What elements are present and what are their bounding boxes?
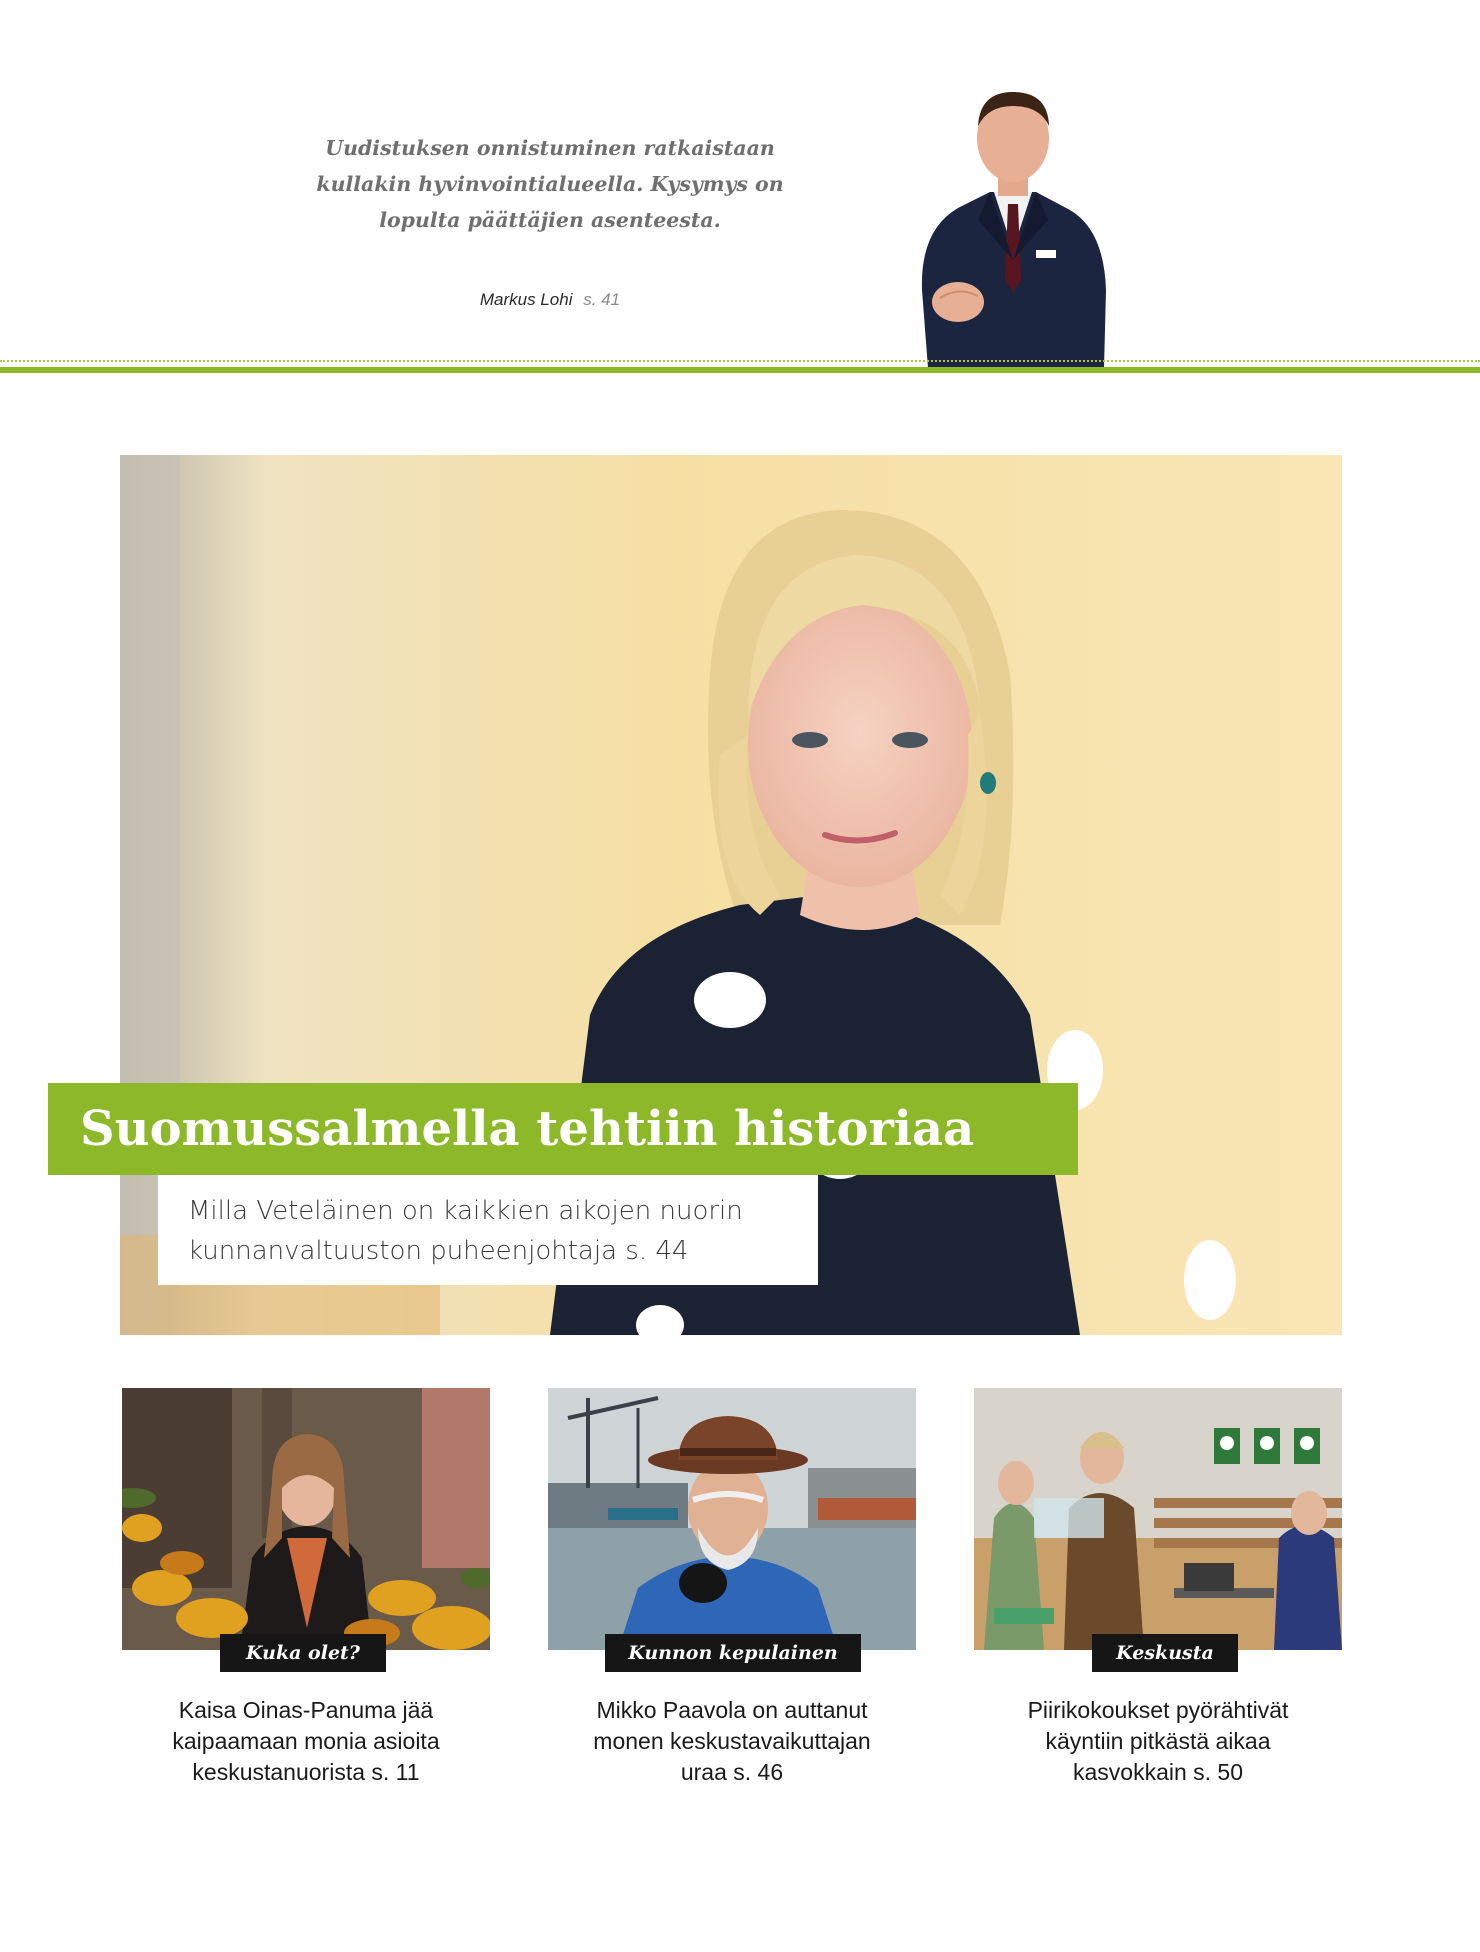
- teaser-tag-kuka-olet: Kuka olet?: [220, 1634, 386, 1672]
- teaser-text-piirikokous[interactable]: [974, 1695, 1342, 1788]
- hero-subtitle-line: Milla Veteläinen on kaikkien aikojen nuorin: [188, 1196, 743, 1226]
- quote-author: Markus Lohi: [479, 290, 573, 309]
- quote-author-portrait: [908, 80, 1118, 368]
- teaser-line: uraa s. 46: [680, 1759, 784, 1785]
- teaser-line: Piirikokoukset pyörähtivät: [1027, 1697, 1289, 1723]
- teaser-tag-kunnon-kepulainen: Kunnon kepulainen: [605, 1634, 861, 1672]
- hero-headline: Suomussalmella tehtiin historiaa: [80, 1101, 975, 1157]
- teaser-line: kaipaamaan monia asioita: [172, 1728, 440, 1754]
- hero-subtitle: [188, 1191, 808, 1271]
- teaser-line: kasvokkain s. 50: [1072, 1759, 1244, 1785]
- teaser-tag-keskusta: Keskusta: [1092, 1634, 1238, 1672]
- hero-subtitle-line: kunnanvaltuuston puheenjohtaja s. 44: [188, 1236, 689, 1266]
- teaser-line: monen keskustavaikuttajan: [593, 1728, 871, 1754]
- pull-quote-line: lopulta päättäjien asenteesta.: [379, 208, 721, 232]
- teaser-line: Mikko Paavola on auttanut: [596, 1697, 868, 1723]
- pull-quote-line: Uudistuksen onnistuminen ratkaistaan: [325, 136, 775, 160]
- divider-green: [0, 367, 1480, 373]
- teaser-photo-kaisa: [122, 1388, 490, 1650]
- teaser-line: käyntiin pitkästä aikaa: [1045, 1728, 1271, 1754]
- hero-headline-box: [48, 1083, 1078, 1175]
- teaser-line: Kaisa Oinas-Panuma jää: [178, 1697, 434, 1723]
- teaser-photo-mikko: [548, 1388, 916, 1650]
- quote-attribution: [300, 290, 800, 310]
- pull-quote-line: kullakin hyvinvointialueella. Kysymys on: [316, 172, 784, 196]
- hero-subtitle-box: [158, 1175, 818, 1285]
- quote-page-ref: s. 41: [583, 290, 621, 309]
- teaser-text-mikko[interactable]: [548, 1695, 916, 1788]
- pull-quote: [300, 130, 800, 238]
- teaser-line: keskustanuorista s. 11: [192, 1759, 420, 1785]
- divider-dotted: [0, 360, 1480, 362]
- teaser-photo-piirikokous: [974, 1388, 1342, 1650]
- teaser-text-kaisa[interactable]: [122, 1695, 490, 1788]
